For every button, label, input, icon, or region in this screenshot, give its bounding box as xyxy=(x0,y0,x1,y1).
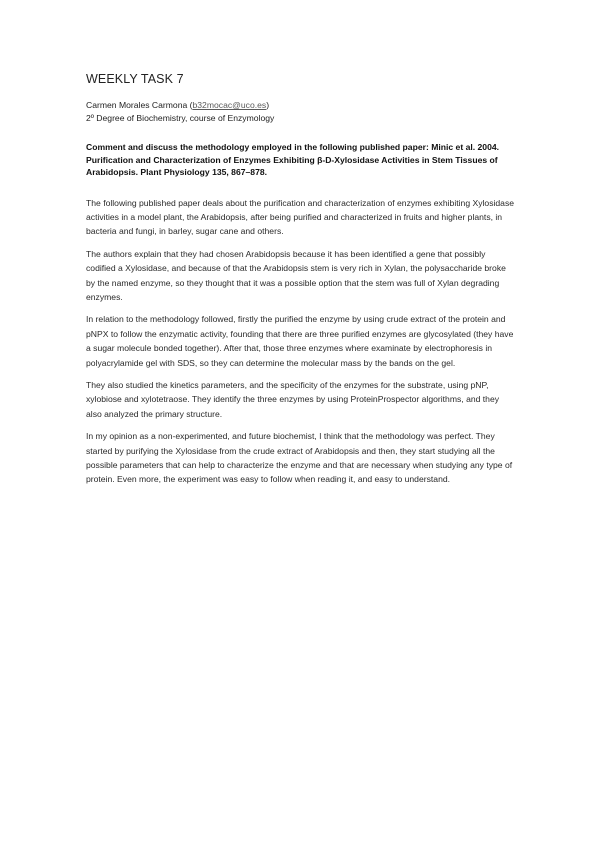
paragraph-methodology: In relation to the methodology followed, firstly the purified the enzyme by using crude extract of the protein and pNPX to follow the enzymatic activity, founding that there are three purified enzymes are glycosylated (they have a sugar molecule bonded together). After that, those three enzymes where examinate by electrophoresis in polyacrylamide gel with SDS, so they can determine the molecular mass by the bands on the gel. xyxy=(86,314,514,368)
author-line xyxy=(86,99,516,112)
paragraph-rationale: The authors explain that they had chosen Arabidopsis because it has been identified a gene that possibly codified a Xylosidase, and because of that the Arabidopsis stem is very rich in Xylan, the polysaccharide broke by the named enzyme, so they thought that it was a possible option that the stem was full of Xylan degrading enzymes. xyxy=(86,248,506,302)
document-page xyxy=(86,72,516,495)
author-name-suffix: ) xyxy=(266,100,270,110)
document-title: WEEKLY TASK 7 xyxy=(86,72,184,86)
paragraph-opinion: In my opinion as a non-experimented, and future biochemist, I think that the methodology was perfect. They started by purifying the Xylosidase from the crude extract of Arabidopsis and then, they start studying all the possible parameters that can help to characterize the enzyme and that are necessary when studying any type of protein. Even more, the experiment was easy to follow when reading it, and easy to understand. xyxy=(86,431,513,485)
author-email-link[interactable]: b32mocac@uco.es xyxy=(192,100,267,110)
author-degree: 2º Degree of Biochemistry, course of Enzymology xyxy=(86,112,275,123)
author-block xyxy=(86,99,516,124)
paragraph-kinetics: They also studied the kinetics parameters, and the specificity of the enzymes for the substrate, using pNP, xylobiose and xylotetraose. They identify the three enzymes by using ProteinProspector algorithms, and they also analyzed the primary structure. xyxy=(86,379,500,419)
paragraph-intro: The following published paper deals about the purification and characterization of enzymes exhibiting Xylosidase activities in a model plant, the Arabidopsis, after being purified and characterized in fruits and higher plants, in bacteria and fungi, in barley, sugar cane and others. xyxy=(86,197,515,237)
author-name: Carmen Morales Carmona ( xyxy=(86,100,193,110)
task-prompt: Comment and discuss the methodology employed in the following published paper: Minic et al. 2004. Purification and Characterization of Enzymes Exhibiting β-D-Xylosidase Activities in Stem Tissues of Arabidopsis. Plant Physiology 135, 867–878. xyxy=(86,142,500,177)
